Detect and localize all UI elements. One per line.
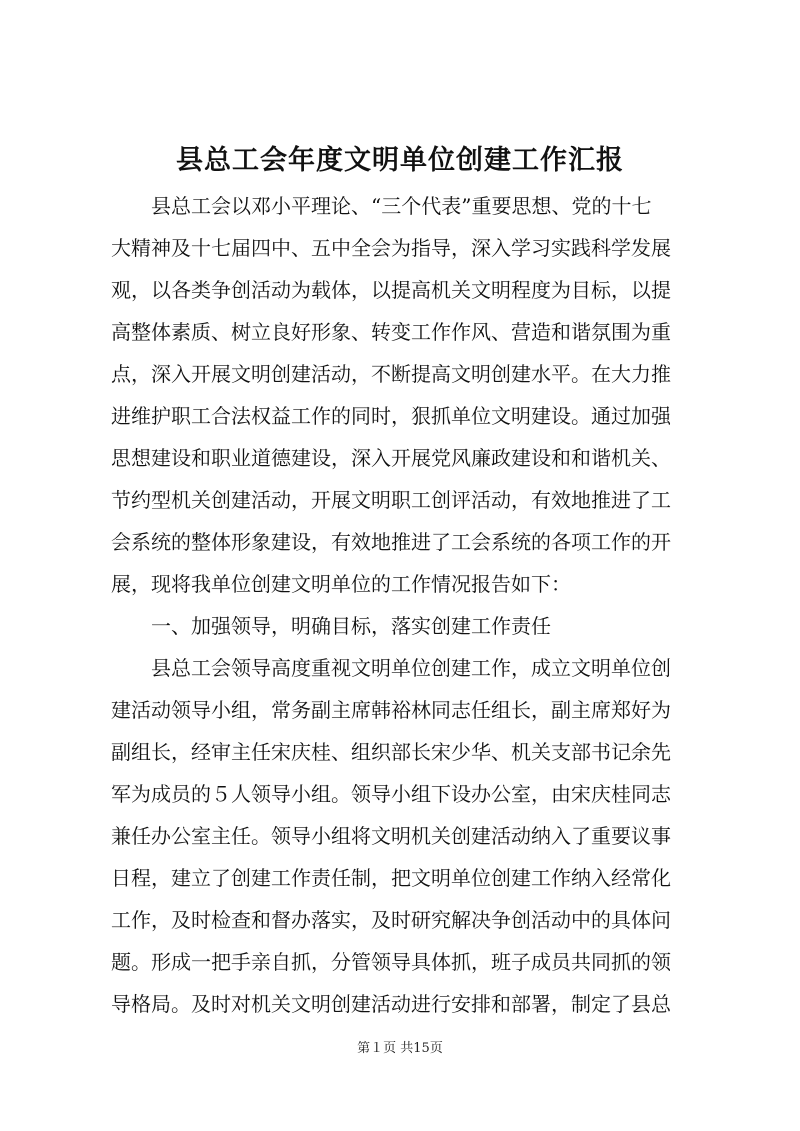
document-body xyxy=(111,185,721,1025)
paragraph-line: 思想建设和职业道德建设，深入开展党风廉政建设和和谐机关、 xyxy=(111,446,671,470)
paragraph-line: 节约型机关创建活动，开展文明职工创评活动，有效地推进了工 xyxy=(111,488,671,512)
paragraph-line: 副组长，经审主任宋庆桂、组织部长宋少华、机关支部书记余先 xyxy=(111,740,671,764)
paragraph-line: 进维护职工合法权益工作的同时，狠抓单位文明建设。通过加强 xyxy=(111,404,671,428)
paragraph-line: 工作，及时检查和督办落实，及时研究解决争创活动中的具体问 xyxy=(111,908,671,932)
paragraph-line: 题。形成一把手亲自抓，分管领导具体抓，班子成员共同抓的领 xyxy=(111,950,671,974)
page-number: 第１页 共15页 xyxy=(357,1041,443,1056)
paragraph-line: 建活动领导小组，常务副主席韩裕林同志任组长，副主席郑好为 xyxy=(111,698,671,722)
paragraph-line: 会系统的整体形象建设，有效地推进了工会系统的各项工作的开 xyxy=(111,530,671,554)
paragraph-line: 高整体素质、树立良好形象、转变工作作风、营造和谐氛围为重 xyxy=(111,320,671,344)
paragraph-line: 兼任办公室主任。领导小组将文明机关创建活动纳入了重要议事 xyxy=(111,824,671,848)
paragraph-line: 大精神及十七届四中、五中全会为指导，深入学习实践科学发展 xyxy=(111,236,671,260)
paragraph-line: 县总工会领导高度重视文明单位创建工作，成立文明单位创 xyxy=(151,656,671,680)
paragraph-line: 军为成员的５人领导小组。领导小组下设办公室，由宋庆桂同志 xyxy=(111,782,671,806)
document-title: 县总工会年度文明单位创建工作汇报 xyxy=(176,145,624,176)
paragraph-line: 展，现将我单位创建文明单位的工作情况报告如下： xyxy=(111,572,571,596)
paragraph-line: 县总工会以邓小平理论、“三个代表”重要思想、党的十七 xyxy=(151,194,652,218)
paragraph-line: 导格局。及时对机关文明创建活动进行安排和部署，制定了县总 xyxy=(111,992,671,1016)
paragraph-line: 日程，建立了创建工作责任制，把文明单位创建工作纳入经常化 xyxy=(111,866,671,890)
section-heading: 一、加强领导，明确目标，落实创建工作责任 xyxy=(151,614,551,638)
paragraph-line: 观，以各类争创活动为载体，以提高机关文明程度为目标，以提 xyxy=(111,278,671,302)
paragraph-line: 点，深入开展文明创建活动，不断提高文明创建水平。在大力推 xyxy=(111,362,671,386)
